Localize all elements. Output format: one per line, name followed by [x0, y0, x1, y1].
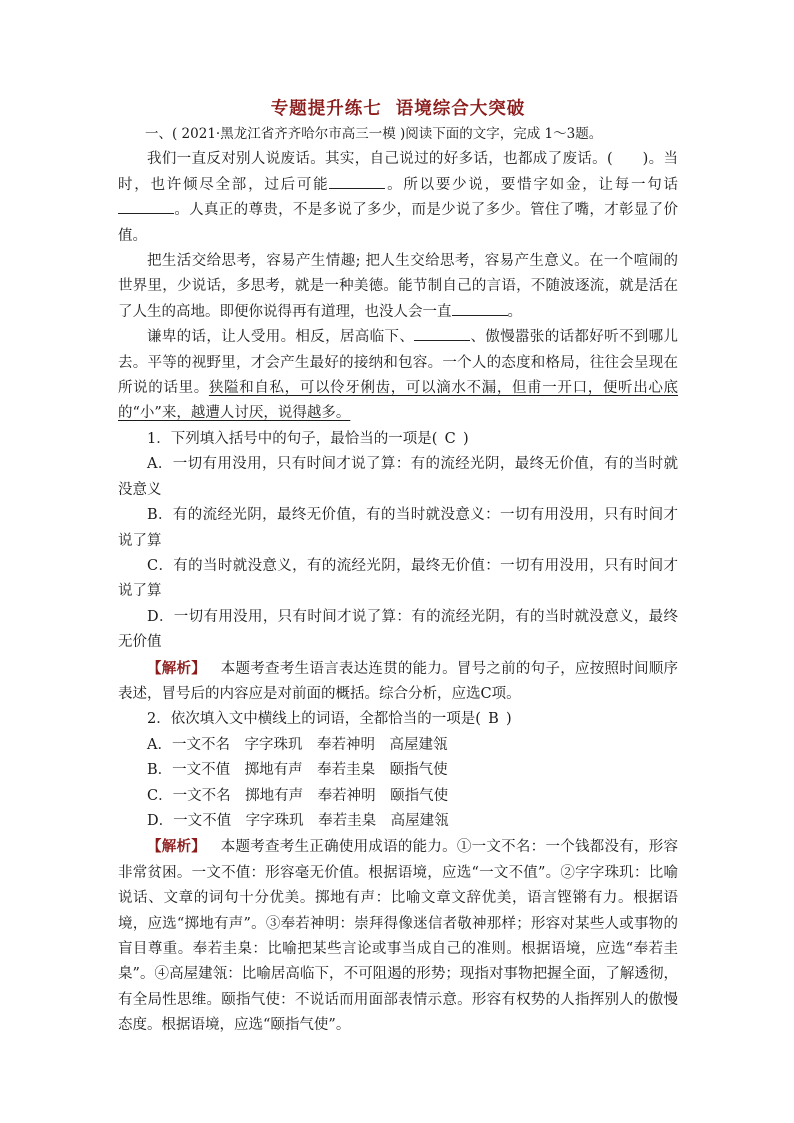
document-page — [118, 96, 678, 1039]
option-b: B．一文不值 掷地有声 奉若圭臬 颐指气使 — [147, 762, 448, 779]
analysis-text: 本题考查考生正确使用成语的能力。①一文不名：一个钱都没有，形容非常贫困。一文不值：形容毫无价值。根据语境，应选“一文不值”。②字字珠玑：比喻说话、文章的词句十分优美。掷地有声：比喻文章文辞优美，语言铿锵有力。根据语境，应选“掷地有声”。③奉若神明：崇拜得像迷信者敬神那样；形容对某些人或事物的盲目尊重。奉若圭臬：比喻把某些言论或事当成自己的准则。根据语境，应选“奉若圭臬”。④高屋建瓴：比喻居高临下，不可阻遏的形势；现指对事物把握全面，了解透彻，有全局性思维。颐指气使：不说话而用面部表情示意。形容有权势的人指挥别人的傲慢态度。根据语境，应选“颐指气使”。 — [118, 839, 678, 1034]
passage-text: 谦卑的话，让人受用。相反，居高临下、 — [147, 329, 415, 346]
section-lead: 一、( 2021·黑龙江省齐齐哈尔市高三一模 )阅读下面的文字，完成 1～3题。 — [145, 126, 603, 142]
analysis-text: 本题考查考生语言表达连贯的能力。冒号之前的句子，应按照时间顺序表述，冒号后的内容应是对前面的概括。综合分析，应选C项。 — [118, 660, 678, 702]
passage-text: 。所以要少说，要惜字如金，让每一句话 — [385, 176, 679, 193]
answer-letter: B — [488, 711, 499, 728]
question-1-stem: 1．下列填入括号中的句子，最恰当的一项是( C ) — [147, 430, 469, 447]
passage-text: 把生活交给思考，容易产生情趣; 把人生交给思考，容易产生意义。在一个喧闹的世界里，少说话，多思考，就是一种美德。能节制自己的言语，不随波逐流，就是活在了人生的高地。即便你说得再有道理，也没人会一直 — [118, 253, 678, 320]
passage-text: 。 — [507, 303, 522, 320]
passage-text: 、傲慢嚣张的话都好听不到哪儿去。平等的视野里，才会产生最好的接纳和包容。一个人的态度和格局，往往会呈现在所说的话里。 — [118, 329, 678, 397]
fill-blank — [414, 328, 470, 341]
passage-text: 。人真正的尊贵，不是多说了多少，而是少说了多少。管住了嘴，才彰显了价值。 — [118, 202, 678, 244]
analysis-2 — [118, 834, 678, 1038]
option-b: B．有的流经光阴，最终无价值，有的当时就没意义：一切有用没用，只有时间才说了算 — [118, 507, 678, 549]
option-d: D．一切有用没用，只有时间才说了算：有的流经光阴，有的当时就没意义，最终无价值 — [118, 608, 678, 651]
fill-blank — [452, 303, 508, 316]
option-d: D．一文不值 字字珠玑 奉若圭臬 高屋建瓴 — [147, 812, 449, 829]
passage-paragraph-2 — [118, 249, 678, 325]
fill-blank — [118, 201, 174, 214]
option-a: A．一文不名 字字珠玑 奉若神明 高屋建瓴 — [147, 736, 448, 753]
option-c: C．一文不名 掷地有声 奉若神明 颐指气使 — [147, 787, 449, 804]
analysis-1 — [118, 656, 678, 708]
page-title — [118, 96, 678, 122]
option-c: C．有的当时就没意义，有的流经光阴，最终无价值：一切有用没用，只有时间才说了算 — [118, 557, 678, 600]
answer-letter: C — [444, 430, 456, 447]
analysis-label: 【解析】 — [147, 838, 207, 856]
analysis-label: 【解析】 — [147, 659, 207, 677]
underlined-sentence: 狭隘和自私，可以伶牙俐齿，可以滴水不漏，但甫一开口，便听出心底的“小”来，越遭人讨厌，说得越多。 — [118, 380, 679, 422]
fill-blank — [329, 176, 385, 189]
title-part1: 专题提升练七 — [270, 99, 382, 119]
passage-paragraph-3 — [118, 325, 678, 427]
title-part2: 语境综合大突破 — [395, 99, 526, 119]
passage-text: 我们一直反对别人说废话。其实，自己说过的好多话，也都成了废话。( )。当时，也许倾尽全部，过后可能 — [118, 151, 678, 193]
passage-paragraph-1 — [118, 147, 678, 249]
option-a: A．一切有用没用，只有时间才说了算：有的流经光阴，最终无价值，有的当时就没意义 — [118, 456, 678, 498]
question-2-stem: 2．依次填入文中横线上的词语，全都恰当的一项是( B ) — [147, 711, 512, 728]
